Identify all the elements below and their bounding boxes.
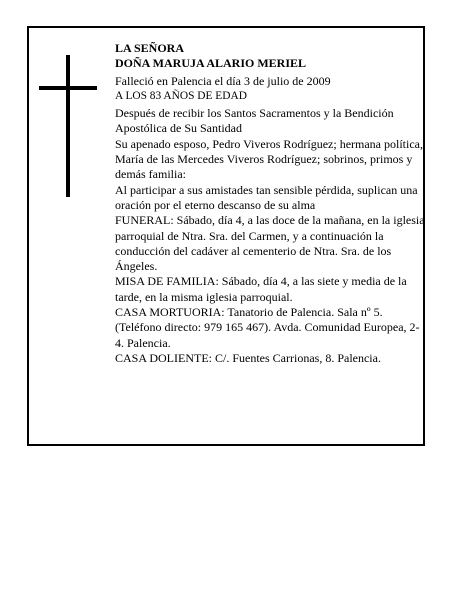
obituary-family-mass: MISA DE FAMILIA: Sábado, día 4, a las siete y media de la tarde, en la misma iglesia parroquial. xyxy=(115,274,407,304)
obituary-age: A LOS 83 AÑOS DE EDAD xyxy=(115,89,247,102)
obituary-sacraments: Después de recibir los Santos Sacramentos y la Bendición Apostólica de Su Santidad xyxy=(115,106,394,136)
obituary-funeral: FUNERAL: Sábado, día 4, a las doce de la mañana, en la iglesia parroquial de Ntra. Sra. del Carmen, y a continuación la conducción del cadáver al cementerio de Ntra. Sra. de los Ángeles. xyxy=(115,213,425,274)
obituary-deceased-name: DOÑA MARUJA ALARIO MERIEL xyxy=(115,56,307,71)
cross-vertical-bar xyxy=(66,55,70,197)
obituary-family: Su apenado esposo, Pedro Viveros Rodríguez; hermana política, María de las Mercedes Viveros Rodríguez; sobrinos, primos y demás familia: xyxy=(115,136,423,182)
obituary-funeral-home: CASA MORTUORIA: Tanatorio de Palencia. Sala nº 5. (Teléfono directo: 979 165 467). Avda. Comunidad Europea, 2-4. Palencia. xyxy=(115,305,420,350)
cross-horizontal-bar xyxy=(39,86,97,90)
obituary-text xyxy=(115,41,427,366)
latin-cross-icon xyxy=(39,55,97,197)
obituary-death-info: Falleció en Palencia el día 3 de julio de 2009 xyxy=(115,73,331,88)
obituary-notice xyxy=(27,26,425,446)
obituary-request: Al participar a sus amistades tan sensible pérdida, suplican una oración por el eterno descanso de su alma xyxy=(115,182,418,212)
obituary-title-line1: LA SEÑORA xyxy=(115,41,185,55)
obituary-grieving-home: CASA DOLIENTE: C/. Fuentes Carrionas, 8. Palencia. xyxy=(115,350,381,365)
